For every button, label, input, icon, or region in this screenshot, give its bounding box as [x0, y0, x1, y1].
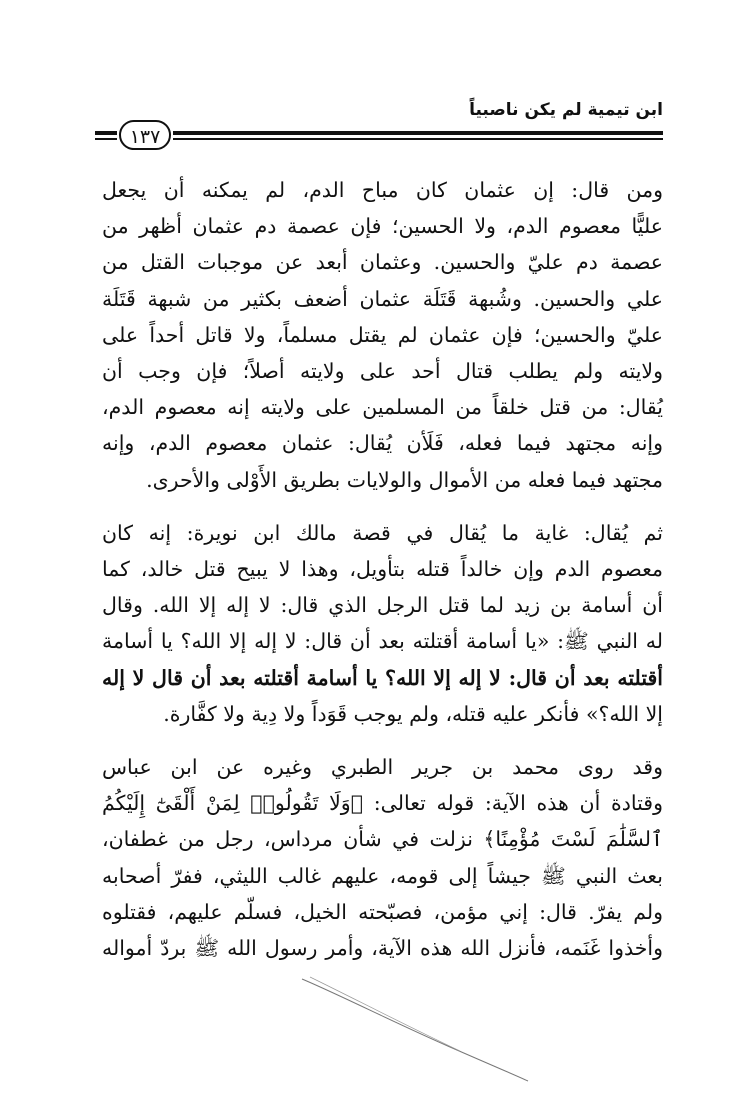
text-line: وإنه مجتهد فيما فعله، فَلَأن يُقال: عثمان معصوم الدم، وإنه [102, 431, 663, 456]
header-rule-left-thin [95, 138, 117, 140]
text-line: علي والحسين. وشُبهة قَتَلَة عثمان أضعف بكثير من شبهة قَتَلَة [102, 286, 663, 311]
header-rule-left-thick [95, 131, 117, 135]
text-line: وقتادة أن هذه الآية: قوله تعالى: ﴿وَلَا تَقُولُوا۟ لِمَنْ أَلْقَىٰٓ إِلَيْكُمُ [102, 791, 663, 816]
header-rule-thick [173, 131, 663, 135]
text-line: أن أسامة بن زيد لما قتل الرجل الذي قال: لا إله إلا الله. وقال [102, 593, 663, 618]
text-line: وأخذوا غَنَمه، فأنزل الله هذه الآية، وأمر رسول الله ﷺ بردّ أمواله [102, 936, 663, 961]
page-header [95, 96, 663, 156]
text-line: إلا الله؟» فأنكر عليه قتله، ولم يوجب قَوَداً ولا دِية ولا كفَّارة. [163, 701, 663, 726]
text-line: ٱلسَّلَٰمَ لَسْتَ مُؤْمِنًا﴾ نزلت في شأن مرداس، رجل من غطفان، [102, 827, 663, 852]
running-title: ابن تيمية لم يكن ناصبياً [469, 100, 663, 120]
paragraph-3 [102, 749, 663, 966]
text-line: مجتهد فيما فعله من الأموال والولايات بطريق الأَوْلى والأحرى. [146, 467, 663, 492]
text-line: عصمة دم عليّ والحسين. وعثمان أبعد عن موجبات القتل من [102, 250, 663, 275]
text-line: عليًّا معصوم الدم، ولا الحسين؛ فإن عصمة دم عثمان أظهر من [102, 214, 663, 239]
text-line: ثم يُقال: غاية ما يُقال في قصة مالك ابن نويرة: إنه كان [102, 520, 663, 545]
text-line: ولم يفرّ. قال: إني مؤمن، فصبّحته الخيل، فسلّم عليهم، فقتلوه [102, 899, 663, 924]
text-line: ومن قال: إن عثمان كان مباح الدم، لم يمكنه أن يجعل [102, 178, 663, 202]
text-line: يُقال: من قتل خلقاً من المسلمين على ولايته إنه معصوم الدم، [102, 395, 663, 420]
text-line: وقد روى محمد بن جرير الطبري وغيره عن ابن عباس [102, 755, 663, 780]
pencil-stroke-mark [300, 975, 530, 1085]
body-text [102, 172, 663, 983]
paragraph-2 [102, 515, 663, 732]
text-line-bold: أقتلته بعد أن قال: لا إله إلا الله؟ يا أسامة أقتلته بعد أن قال لا إله [102, 665, 663, 690]
text-line: عليّ والحسين؛ فإن عثمان لم يقتل مسلماً، ولا قاتل أحداً على [102, 322, 663, 347]
text-line: ولايته ولم يطلب قتال أحد على ولايته أصلاً؛ فإن وجب أن [102, 359, 663, 384]
page-number: ١٣٧ [119, 120, 171, 150]
text-line: معصوم الدم وإن خالداً قتله بتأويل، وهذا لا يبيح قتل خالد، كما [102, 557, 663, 582]
text-line: له النبي ﷺ: «يا أسامة أقتلته بعد أن قال: لا إله إلا الله؟ يا أسامة [102, 629, 663, 654]
header-rule-thin [173, 138, 663, 140]
paragraph-1 [102, 172, 663, 498]
text-line: بعث النبي ﷺ جيشاً إلى قومه، عليهم غالب الليثي، ففرّ أصحابه [102, 863, 663, 888]
